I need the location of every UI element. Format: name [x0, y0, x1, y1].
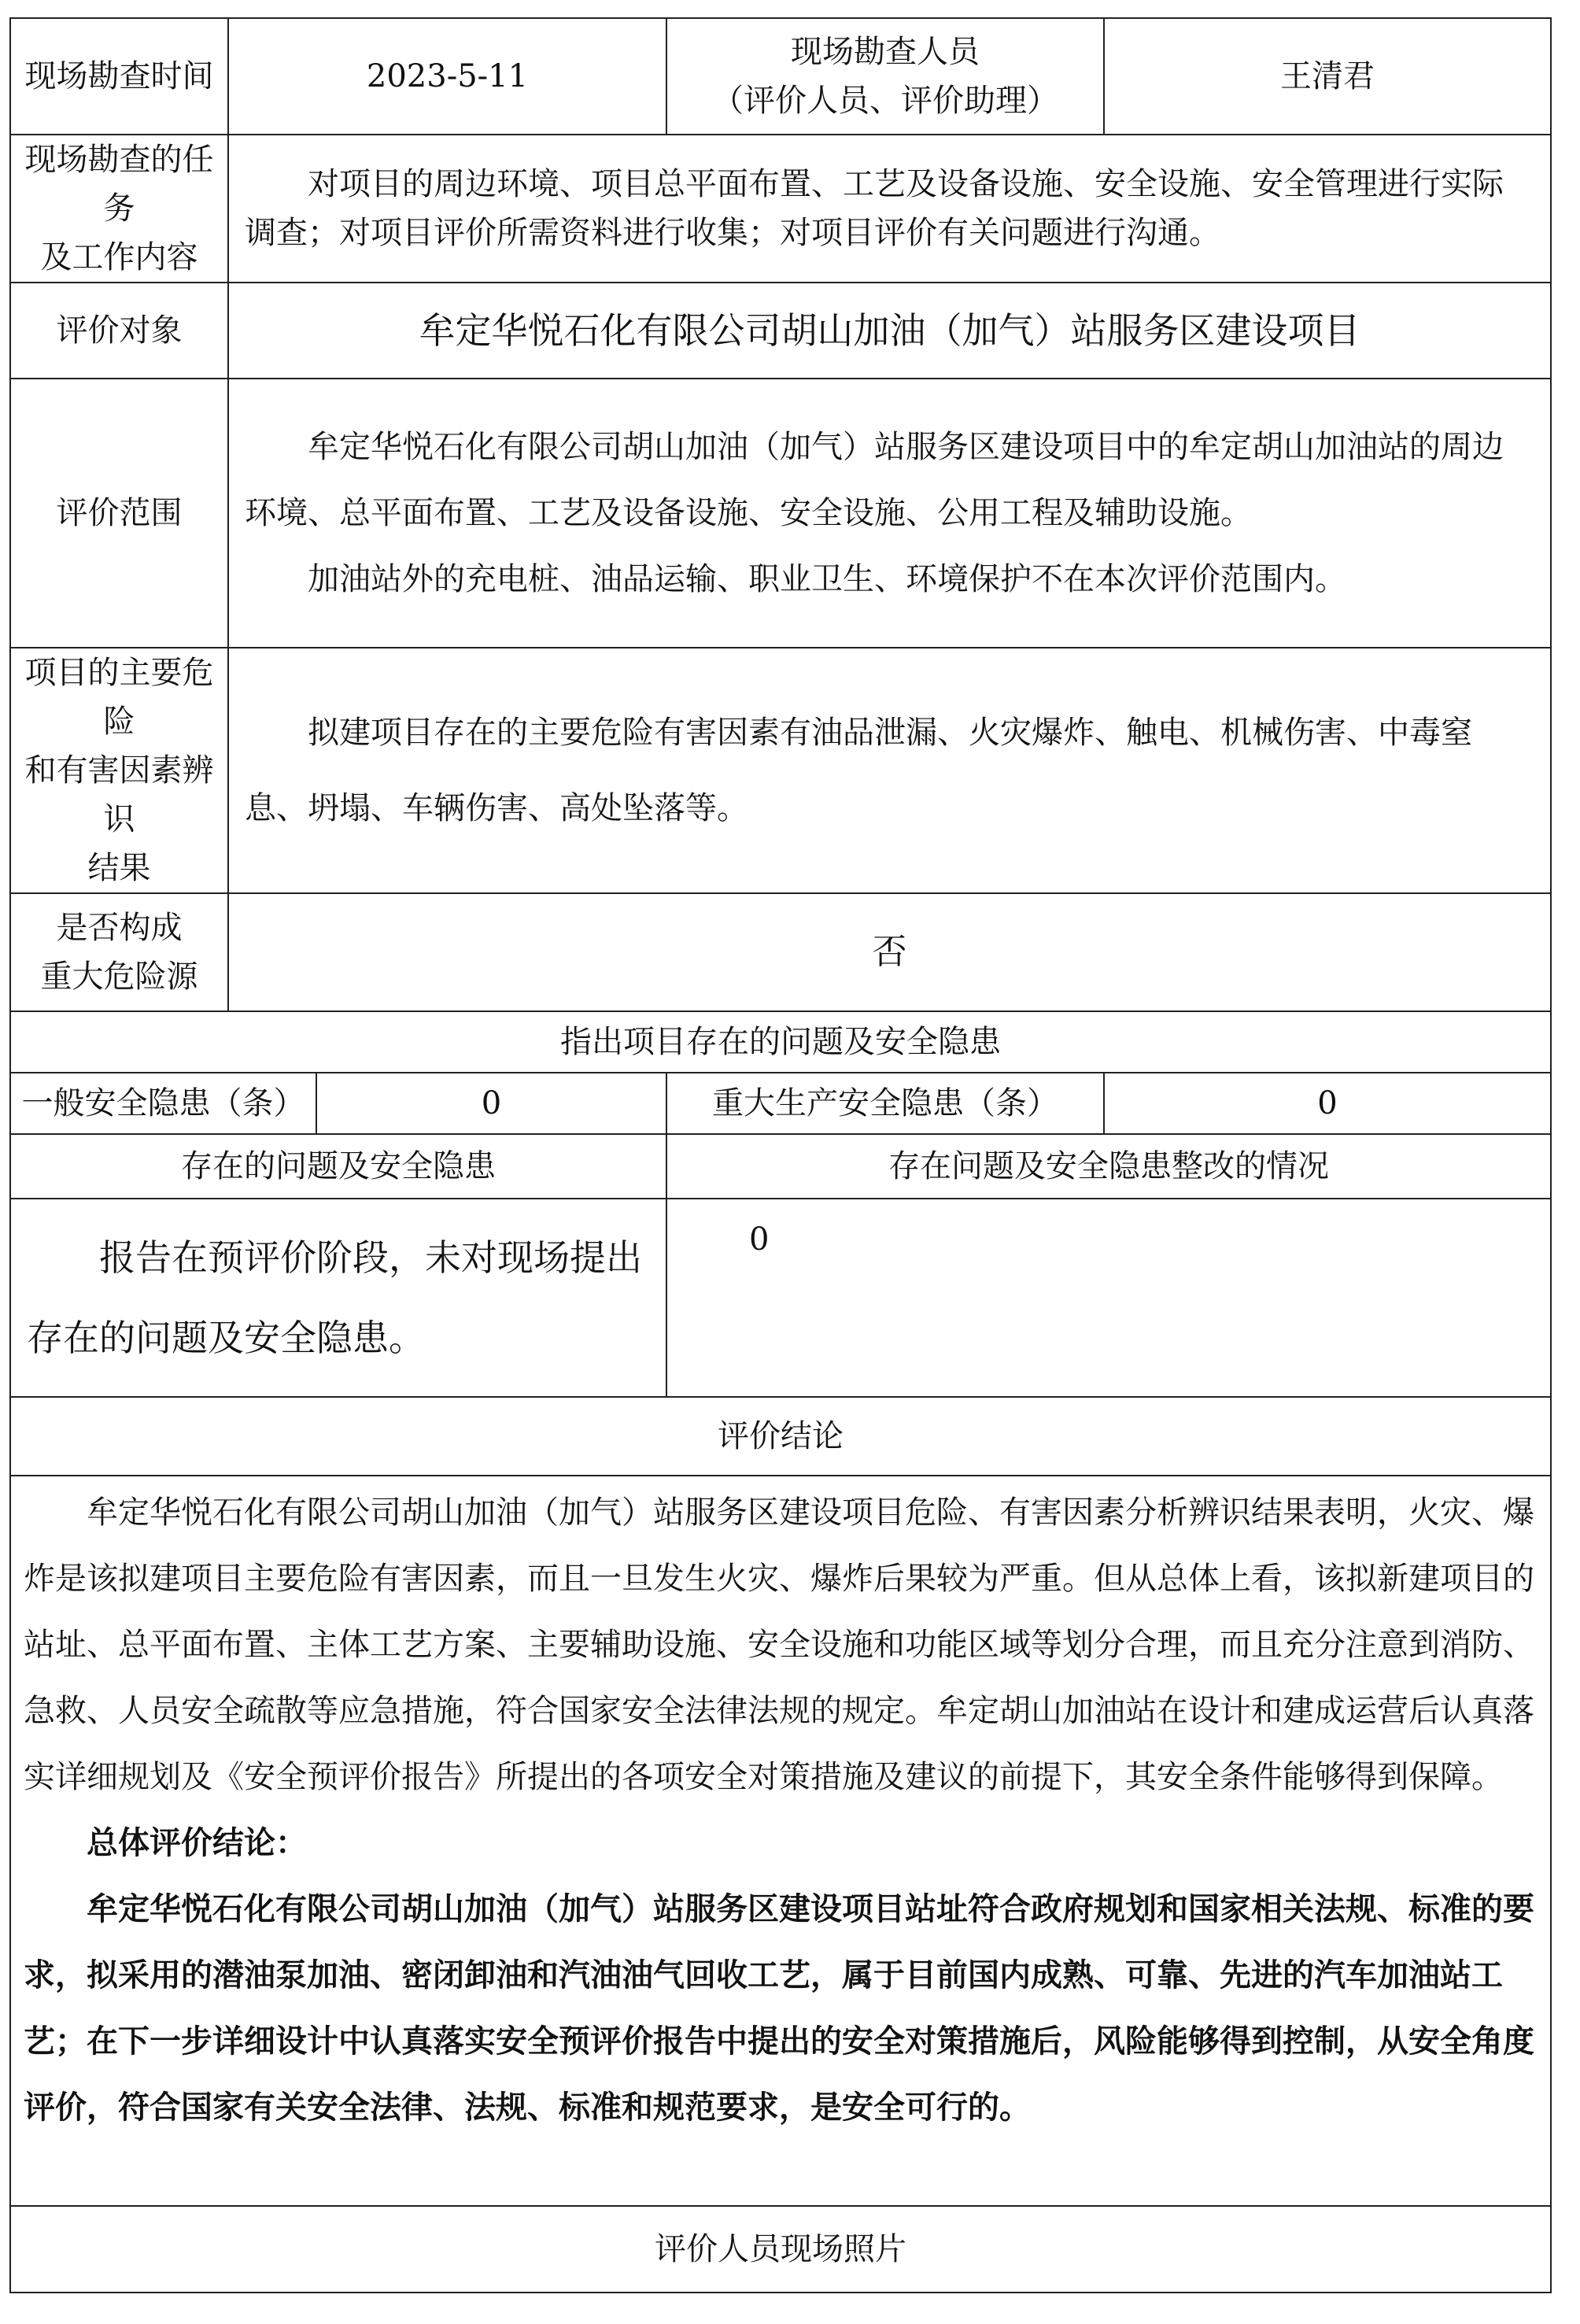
tasks-text-cell [228, 135, 1551, 283]
conclusion-paragraph: 牟定华悦石化有限公司胡山加油（加气）站服务区建设项目危险、有害因素分析辨识结果表明，火灾、爆炸是该拟建项目主要危险有害因素，而且一旦发生火灾、爆炸后果较为严重。但从总体上看，该拟新建项目的站址、总平面布置、主体工艺方案、主要辅助设施、安全设施和功能区域等划分合理，而且充分注意到消防、急救、人员安全疏散等应急措施，符合国家安全法律法规的规定。牟定胡山加油站在设计和建成运营后认真落实详细规划及《安全预评价报告》所提出的各项安全对策措施及建议的前提下，其安全条件能够得到保障。 [24, 1495, 1534, 1795]
scope-label: 评价范围 [10, 379, 228, 648]
tasks-label-line1: 现场勘查的任务 [24, 142, 214, 227]
survey-row [10, 18, 1551, 135]
survey-time-label: 现场勘查时间 [10, 18, 228, 135]
conclusion-title: 评价结论 [10, 1397, 1551, 1476]
major-source-label-line1: 是否构成 [56, 910, 183, 946]
hazards-text: 拟建项目存在的主要危险有害因素有油品泄漏、火灾爆炸、触电、机械伤害、中毒窒息、坍塌、车辆伤害、高处坠落等。 [245, 715, 1472, 826]
issues-content-row [10, 1199, 1551, 1397]
scope-paragraph-1: 牟定华悦石化有限公司胡山加油（加气）站服务区建设项目中的牟定胡山加油站的周边环境、总平面布置、工艺及设备设施、安全设施、公用工程及辅助设施。 [245, 429, 1504, 531]
conclusion-body-cell [10, 1476, 1551, 2206]
survey-personnel-label [666, 18, 1104, 135]
major-source-label [10, 893, 228, 1011]
major-source-label-line2: 重大危险源 [40, 959, 198, 995]
major-source-value: 否 [228, 893, 1551, 1011]
major-hazards-label: 重大生产安全隐患（条） [666, 1073, 1104, 1134]
issues-count-row [10, 1073, 1551, 1134]
hazards-label [10, 648, 228, 893]
object-row [10, 283, 1551, 379]
major-source-row [10, 893, 1551, 1011]
issues-section-title: 指出项目存在的问题及安全隐患 [10, 1011, 1551, 1073]
tasks-label-line2: 及工作内容 [40, 239, 198, 275]
rectification-cell [666, 1199, 1551, 1397]
personnel-label-line2: （评价人员、评价助理） [712, 83, 1058, 119]
hazards-label-line3: 结果 [87, 850, 151, 886]
problems-column-header: 存在的问题及安全隐患 [10, 1134, 666, 1199]
survey-record-table [9, 17, 1552, 2293]
rectification-column-header: 存在问题及安全隐患整改的情况 [666, 1134, 1551, 1199]
major-hazards-value: 0 [1104, 1073, 1551, 1134]
general-hazards-label: 一般安全隐患（条） [10, 1073, 316, 1134]
scope-text-cell [228, 379, 1551, 648]
hazards-label-line1: 项目的主要危险 [24, 655, 214, 740]
hazards-text-cell [228, 648, 1551, 893]
rectification-text: 0 [749, 1221, 770, 1258]
tasks-text: 对项目的周边环境、项目总平面布置、工艺及设备设施、安全设施、安全管理进行实际调查；对项目评价所需资料进行收集；对项目评价有关问题进行沟通。 [245, 166, 1504, 251]
scope-paragraph-2: 加油站外的充电桩、油品运输、职业卫生、环境保护不在本次评价范围内。 [308, 561, 1346, 597]
problems-text: 报告在预评价阶段，未对现场提出存在的问题及安全隐患。 [27, 1236, 642, 1359]
tasks-row [10, 135, 1551, 283]
conclusion-title-row [10, 1397, 1551, 1476]
object-label: 评价对象 [10, 283, 228, 379]
hazards-row [10, 648, 1551, 893]
conclusion-body-row [10, 1476, 1551, 2206]
problems-cell [10, 1199, 666, 1397]
survey-personnel-value: 王清君 [1104, 18, 1551, 135]
overall-conclusion-text: 牟定华悦石化有限公司胡山加油（加气）站服务区建设项目站址符合政府规划和国家相关法规、标准的要求，拟采用的潜油泵加油、密闭卸油和汽油油气回收工艺，属于目前国内成熟、可靠、先进的汽车加油站工艺；在下一步详细设计中认真落实安全预评价报告中提出的安全对策措施后，风险能够得到控制，从安全角度评价，符合国家有关安全法律、法规、标准和规范要求，是安全可行的。 [24, 1890, 1534, 2126]
issues-header-row [10, 1134, 1551, 1199]
general-hazards-value: 0 [316, 1073, 666, 1134]
tasks-label [10, 135, 228, 283]
overall-conclusion-heading: 总体评价结论： [87, 1824, 307, 1861]
survey-time-value: 2023-5-11 [228, 18, 666, 135]
issues-title-row [10, 1011, 1551, 1073]
photos-title-row [10, 2206, 1551, 2293]
object-value: 牟定华悦石化有限公司胡山加油（加气）站服务区建设项目 [228, 283, 1551, 379]
photos-title: 评价人员现场照片 [10, 2206, 1551, 2293]
scope-row [10, 379, 1551, 648]
hazards-label-line2: 和有害因素辨识 [24, 752, 214, 837]
personnel-label-line1: 现场勘查人员 [791, 34, 980, 70]
